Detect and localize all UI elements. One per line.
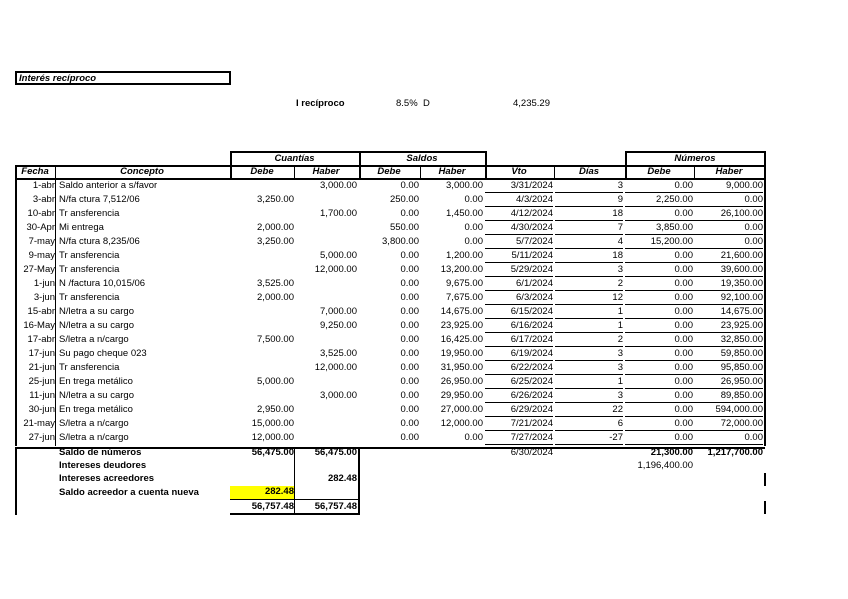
column-header-saldo-debe: Debe [377,166,401,177]
cell-dias: 18 [612,208,623,219]
group-numeros: Números [674,153,716,164]
cell-cuantia-haber [295,432,357,444]
column-header-cuantia-debe: Debe [250,166,274,177]
cell-fecha: 7-may [28,236,55,247]
cell-cuantia-debe [230,362,294,374]
cell-num-haber: 0.00 [744,236,763,247]
cell-cuantia-haber: 3,525.00 [320,348,357,359]
cell-fecha: 17-jun [28,348,55,359]
cell-num-debe: 0.00 [674,348,693,359]
cell-num-debe: 0.00 [674,432,693,443]
cell-concepto: Saldo anterior a s/favor [59,180,158,191]
cell-fecha: 1-abr [32,180,55,191]
cell-vto: 6/16/2024 [510,320,553,331]
cell-cuantia-haber: 12,000.00 [314,264,357,275]
cell-saldo-haber: 13,200.00 [440,264,483,275]
cell-saldo-debe: 0.00 [400,418,419,429]
cell-cuantia-debe: 15,000.00 [251,418,294,429]
cell-saldo-debe: 0.00 [400,432,419,443]
cell-concepto: En trega metálico [59,376,133,387]
cell-concepto: Tr ansferencia [59,250,120,261]
title-box [15,71,231,85]
cell-dias: 12 [612,292,623,303]
cell-saldo-haber: 31,950.00 [440,362,483,373]
cell-vto: 6/25/2024 [510,376,553,387]
cell-vto: 7/27/2024 [510,432,553,443]
cell-num-debe: 15,200.00 [650,236,693,247]
cell-concepto: Mi entrega [59,222,104,233]
cell-vto: 6/1/2024 [516,278,553,289]
cell-num-haber: 9,000.00 [726,180,763,191]
cell-concepto: S/letra a n/cargo [59,334,129,345]
cell-cuantia-haber: 5,000.00 [320,250,357,261]
cell-cuantia-debe [230,208,294,220]
cell-vto: 6/15/2024 [510,306,553,317]
cell-concepto: Su pago cheque 023 [59,348,147,359]
cell-fecha: 15-abr [27,306,55,317]
cell-cuantia-debe: 7,500.00 [257,334,294,345]
cell-num-haber: 59,850.00 [720,348,763,359]
cell-num-haber: 89,850.00 [720,390,763,401]
cell-num-debe: 0.00 [674,292,693,303]
group-saldos: Saldos [406,153,438,164]
cell-saldo-debe: 0.00 [400,334,419,345]
cell-saldo-debe: 3,800.00 [382,236,419,247]
cell-fecha: 27-May [23,264,55,275]
cell-cuantia-haber [295,236,357,248]
column-header-dias: Días [578,166,600,177]
intereses-acreedores-label: Intereses acreedores [59,473,155,484]
cell-fecha: 27-jun [28,432,55,443]
cell-saldo-haber: 0.00 [464,236,483,247]
cell-saldo-haber: 19,950.00 [440,348,483,359]
cell-dias: 1 [617,306,623,317]
cell-num-debe: 0.00 [674,180,693,191]
cell-cuantia-haber: 12,000.00 [314,362,357,373]
cell-saldo-debe: 0.00 [400,376,419,387]
cell-num-haber: 21,600.00 [720,250,763,261]
cell-cuantia-haber [295,376,357,388]
cell-dias: 3 [617,348,623,359]
cell-dias: 22 [612,404,623,415]
cell-cuantia-debe: 3,250.00 [257,194,294,205]
cell-cuantia-haber: 9,250.00 [320,320,357,331]
cell-saldo-debe: 0.00 [400,250,419,261]
cell-cuantia-haber [295,222,357,234]
cell-dias: 3 [617,362,623,373]
cell-vto: 5/7/2024 [516,236,553,247]
cell-concepto: N/letra a su cargo [59,306,134,317]
cell-dias: 3 [617,390,623,401]
saldo-acreedor-debe: 282.48 [230,486,294,499]
cell-fecha: 1-jun [33,278,55,289]
cell-fecha: 25-jun [28,376,55,387]
saldo-numeros-vto: 6/30/2024 [510,447,553,458]
cell-num-haber: 0.00 [744,222,763,233]
cell-vto: 7/21/2024 [510,418,553,429]
sheet-title: Interés recíproco [19,73,97,84]
cell-saldo-debe: 0.00 [400,180,419,191]
cell-saldo-haber: 9,675.00 [446,278,483,289]
cell-saldo-debe: 250.00 [389,194,419,205]
cell-num-debe: 0.00 [674,376,693,387]
intereses-deudores-label: Intereses deudores [59,460,147,471]
cell-dias: 4 [617,236,623,247]
column-header-fecha: Fecha [21,166,49,177]
cell-num-haber: 0.00 [744,194,763,205]
cell-saldo-haber: 1,450.00 [446,208,483,219]
cell-num-debe: 0.00 [674,320,693,331]
cell-saldo-haber: 7,675.00 [446,292,483,303]
cell-saldo-haber: 12,000.00 [440,418,483,429]
saldo-numeros-debe: 56,475.00 [251,447,294,458]
cell-cuantia-debe [230,390,294,402]
cell-fecha: 11-jun [29,390,55,401]
cell-cuantia-debe [230,348,294,360]
cell-vto: 6/17/2024 [510,334,553,345]
saldo-numeros-num-haber: 1,217,700.00 [707,447,763,458]
cell-num-haber: 26,950.00 [720,376,763,387]
cell-num-haber: 95,850.00 [720,362,763,373]
cell-cuantia-haber [295,404,357,416]
summary-label: I recíproco [296,98,345,109]
saldo-numeros-num-debe: 21,300.00 [650,447,693,458]
cell-fecha: 3-jun [33,292,55,303]
cell-dias: 3 [617,264,623,275]
cell-saldo-debe: 550.00 [389,222,419,233]
saldo-numeros-label: Saldo de números [59,447,142,458]
cell-num-debe: 0.00 [674,250,693,261]
cell-cuantia-haber [295,292,357,304]
cell-saldo-debe: 0.00 [400,264,419,275]
cell-fecha: 10-abr [27,208,55,219]
cell-saldo-debe: 0.00 [400,390,419,401]
column-header-saldo-haber: Haber [438,166,466,177]
cell-concepto: N/fa ctura 7,512/06 [59,194,140,205]
cell-saldo-debe: 0.00 [400,404,419,415]
cell-cuantia-haber [295,334,357,346]
cell-concepto: N/fa ctura 8,235/06 [59,236,140,247]
cell-cuantia-haber [295,418,357,430]
cell-saldo-debe: 0.00 [400,348,419,359]
cell-vto: 5/11/2024 [511,250,553,261]
cell-num-debe: 0.00 [674,334,693,345]
cell-num-debe: 0.00 [674,306,693,317]
saldo-numeros-haber: 56,475.00 [314,447,357,458]
cell-concepto: S/letra a n/cargo [59,432,129,443]
cell-saldo-haber: 27,000.00 [440,404,483,415]
cell-num-debe: 0.00 [674,208,693,219]
cell-cuantia-haber [295,278,357,290]
cell-saldo-haber: 1,200.00 [446,250,483,261]
column-header-num-debe: Debe [647,166,671,177]
cell-cuantia-haber: 7,000.00 [320,306,357,317]
cell-fecha: 21-may [23,418,55,429]
cell-concepto: Tr ansferencia [59,362,120,373]
cell-cuantia-debe [230,264,294,276]
cell-cuantia-debe [230,250,294,262]
cell-num-debe: 0.00 [674,278,693,289]
column-header-num-haber: Haber [715,166,743,177]
cell-num-haber: 39,600.00 [720,264,763,275]
cell-num-debe: 0.00 [674,418,693,429]
cell-dias: 18 [612,250,623,261]
cell-saldo-haber: 0.00 [464,194,483,205]
cell-num-debe: 0.00 [674,264,693,275]
cell-saldo-debe: 0.00 [400,320,419,331]
cell-saldo-debe: 0.00 [400,292,419,303]
cell-cuantia-debe [230,306,294,318]
cell-cuantia-haber: 1,700.00 [320,208,357,219]
cell-saldo-haber: 23,925.00 [440,320,483,331]
cell-vto: 6/19/2024 [510,348,553,359]
cell-fecha: 30-Apr [26,222,55,233]
final-debe: 56,757.48 [251,501,294,512]
cell-dias: 6 [617,418,623,429]
cell-num-haber: 72,000.00 [720,418,763,429]
cell-cuantia-debe: 2,000.00 [257,292,294,303]
cell-num-debe: 0.00 [674,362,693,373]
cell-num-haber: 594,000.00 [715,404,763,415]
cell-concepto: N/letra a su cargo [59,390,134,401]
cell-num-haber: 92,100.00 [720,292,763,303]
cell-saldo-haber: 26,950.00 [440,376,483,387]
cell-dias: 1 [617,320,623,331]
cell-cuantia-haber [295,194,357,206]
cell-dias: 7 [617,222,623,233]
cell-num-haber: 32,850.00 [720,334,763,345]
cell-concepto: Tr ansferencia [59,264,120,275]
cell-dias: 9 [617,194,623,205]
cell-fecha: 21-jun [28,362,55,373]
cell-cuantia-debe: 12,000.00 [251,432,294,443]
cell-num-haber: 26,100.00 [720,208,763,219]
cell-num-debe: 3,850.00 [656,222,693,233]
cell-dias: 1 [617,376,623,387]
cell-saldo-haber: 0.00 [464,222,483,233]
column-header-concepto: Concepto [120,166,164,177]
cell-cuantia-debe: 2,950.00 [257,404,294,415]
cell-concepto: S/letra a n/cargo [59,418,129,429]
cell-fecha: 9-may [28,250,55,261]
cell-vto: 4/12/2024 [510,208,553,219]
cell-saldo-haber: 0.00 [464,432,483,443]
cell-fecha: 30-jun [28,404,55,415]
summary-amount: 4,235.29 [513,98,550,109]
cell-cuantia-debe [230,180,294,192]
cell-dias: 2 [617,334,623,345]
cell-concepto: N/letra a su cargo [59,320,134,331]
group-cuantias: Cuantías [274,153,315,164]
cell-cuantia-debe: 3,525.00 [257,278,294,289]
cell-vto: 6/26/2024 [510,390,553,401]
cell-dias: 3 [617,180,623,191]
column-header-vto: Vto [511,166,527,177]
cell-cuantia-haber: 3,000.00 [320,180,357,191]
cell-concepto: N /factura 10,015/06 [59,278,146,289]
cell-saldo-haber: 14,675.00 [440,306,483,317]
cell-cuantia-debe: 5,000.00 [257,376,294,387]
column-header-cuantia-haber: Haber [312,166,340,177]
cell-cuantia-debe: 3,250.00 [257,236,294,247]
cell-fecha: 17-abr [27,334,55,345]
cell-saldo-haber: 29,950.00 [440,390,483,401]
cell-vto: 4/30/2024 [510,222,553,233]
cell-cuantia-debe [230,320,294,332]
cell-cuantia-debe: 2,000.00 [257,222,294,233]
cell-dias: 2 [617,278,623,289]
cell-vto: 3/31/2024 [510,180,553,191]
cell-cuantia-haber: 3,000.00 [320,390,357,401]
cell-fecha: 16-May [23,320,55,331]
cell-vto: 5/29/2024 [510,264,553,275]
summary-rate: 8.5% [396,98,418,109]
cell-vto: 4/3/2024 [516,194,553,205]
cell-num-haber: 23,925.00 [720,320,763,331]
cell-saldo-debe: 0.00 [400,208,419,219]
cell-vto: 6/29/2024 [510,404,553,415]
cell-dias: -27 [609,432,623,443]
cell-saldo-debe: 0.00 [400,278,419,289]
cell-num-debe: 0.00 [674,390,693,401]
cell-saldo-debe: 0.00 [400,362,419,373]
cell-vto: 6/3/2024 [516,292,553,303]
cell-num-haber: 14,675.00 [720,306,763,317]
cell-saldo-haber: 3,000.00 [446,180,483,191]
cell-vto: 6/22/2024 [510,362,553,373]
intereses-deudores-value: 1,196,400.00 [637,460,693,471]
cell-concepto: En trega metálico [59,404,133,415]
saldo-acreedor-label: Saldo acreedor a cuenta nueva [59,487,199,498]
cell-concepto: Tr ansferencia [59,292,120,303]
cell-fecha: 3-abr [32,194,55,205]
cell-num-debe: 2,250.00 [656,194,693,205]
final-haber: 56,757.48 [314,501,357,512]
cell-saldo-haber: 16,425.00 [440,334,483,345]
summary-type: D [423,98,430,109]
cell-saldo-debe: 0.00 [400,306,419,317]
cell-num-haber: 19,350.00 [720,278,763,289]
cell-num-haber: 0.00 [744,432,763,443]
intereses-acreedores-haber: 282.48 [327,473,357,484]
cell-num-debe: 0.00 [674,404,693,415]
cell-concepto: Tr ansferencia [59,208,120,219]
